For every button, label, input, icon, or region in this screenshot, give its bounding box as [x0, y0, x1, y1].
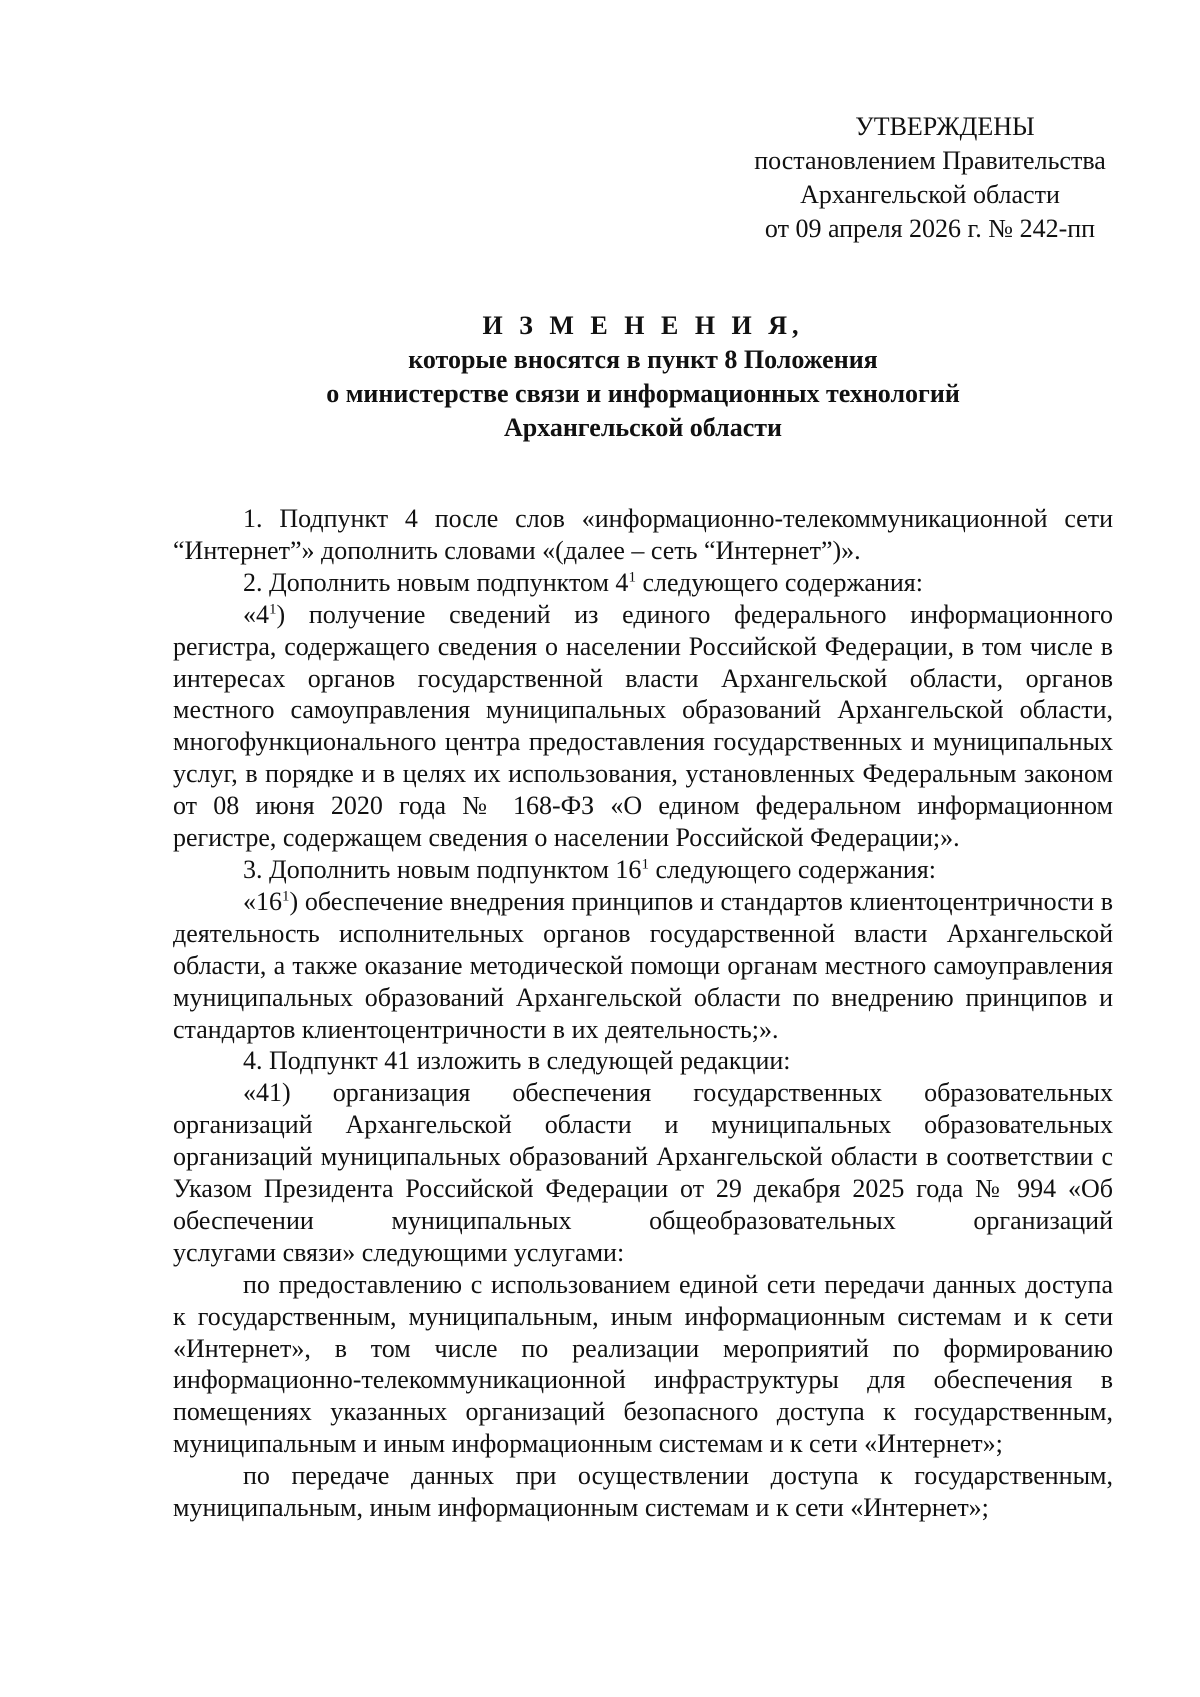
paragraph-4	[173, 854, 1113, 886]
paragraph-6: 4. Подпункт 41 изложить в следующей редакции:	[243, 1046, 791, 1076]
paragraph-2-text-a: 2. Дополнить новым подпунктом 4	[243, 567, 629, 597]
document-body	[173, 503, 1113, 1524]
paragraph-2-text-b: следующего содержания:	[635, 567, 923, 597]
paragraph-5	[173, 886, 1113, 1046]
paragraph-8: по предоставлению с использованием единой сети передачи данных доступа к государственным, муниципальным, иным информационным системам и к сети «Интернет», в том числе по реализации мероприятий по формированию информационно-телекоммуникационной инфраструктуры для обеспечения в помещениях указанных организаций безопасного доступа к государственным, муниципальным и иным информационным системам и к сети «Интернет»;	[173, 1269, 1113, 1459]
paragraph-2	[173, 567, 1113, 599]
paragraph-1: 1. Подпункт 4 после слов «информационно-телекоммуникационной сети “Интернет”» дополнить словами «(далее – сеть “Интернет”)».	[173, 504, 1113, 565]
paragraph-2-superscript: 1	[628, 569, 636, 586]
title-line-1: которые вносятся в пункт 8 Положения	[408, 345, 878, 374]
title-line-3: Архангельской области	[503, 413, 783, 442]
paragraph-9: по передаче данных при осуществлении доступа к государственным, муниципальным, иным информационным системам и к сети «Интернет»;	[173, 1461, 1113, 1523]
paragraph-7-continuation: услугами связи» следующими услугами:	[173, 1237, 625, 1267]
approval-line-3: от 09 апреля 2026 г. № 242-пп	[764, 214, 1096, 243]
title-heading: И З М Е Н Е Н И Я,	[482, 311, 804, 340]
paragraph-3-text-b: ) получение сведений из единого федерального информационного регистра, содержащего сведения о населении Российской Федерации, в том числе в интересах органов государственной власти Архангельской области, органов местного самоуправления муниципальных образований Архангельской области, многофункционального центра предоставления государственных и муниципальных услуг, в порядке и в целях их использования, установленных Федеральным законом от 08 июня 2020 года № 168-ФЗ «О едином федеральном информационном регистре, содержащем сведения о населении Российской Федерации;».	[173, 599, 1113, 853]
title-line-2: о министерстве связи и информационных технологий	[326, 379, 960, 408]
paragraph-3-superscript: 1	[269, 601, 277, 618]
paragraph-5-text-a: «16	[243, 886, 282, 916]
paragraph-4-text-b: следующего содержания:	[648, 854, 936, 884]
approval-line-1: постановлением Правительства	[754, 146, 1106, 175]
paragraph-5-superscript: 1	[282, 888, 290, 905]
paragraph-4-superscript: 1	[641, 856, 649, 873]
paragraph-3	[173, 599, 1113, 854]
approval-approved: УТВЕРЖДЕНЫ	[855, 112, 1035, 141]
paragraph-7: «41) организация обеспечения государственных образовательных организаций Архангельской области и муниципальных образовательных организаций муниципальных образований Архангельской области в соответствии с Указом Президента Российской Федерации от 29 декабря 2025 года № 994 «Об обеспечении муниципальных общеобразовательных организаций	[173, 1078, 1113, 1235]
paragraph-4-text-a: 3. Дополнить новым подпунктом 16	[243, 854, 642, 884]
approval-line-2: Архангельской области	[800, 180, 1060, 209]
paragraph-5-text-b: ) обеспечение внедрения принципов и стандартов клиентоцентричности в деятельность исполнительных органов государственной власти Архангельской области, а также оказание методической помощи органам местного самоуправления муниципальных образований Архангельской области по внедрению принципов и стандартов клиентоцентричности в их деятельность;».	[173, 886, 1113, 1044]
paragraph-3-text-a: «4	[243, 599, 269, 629]
document-title	[173, 309, 1113, 445]
approval-stamp	[730, 110, 1130, 246]
